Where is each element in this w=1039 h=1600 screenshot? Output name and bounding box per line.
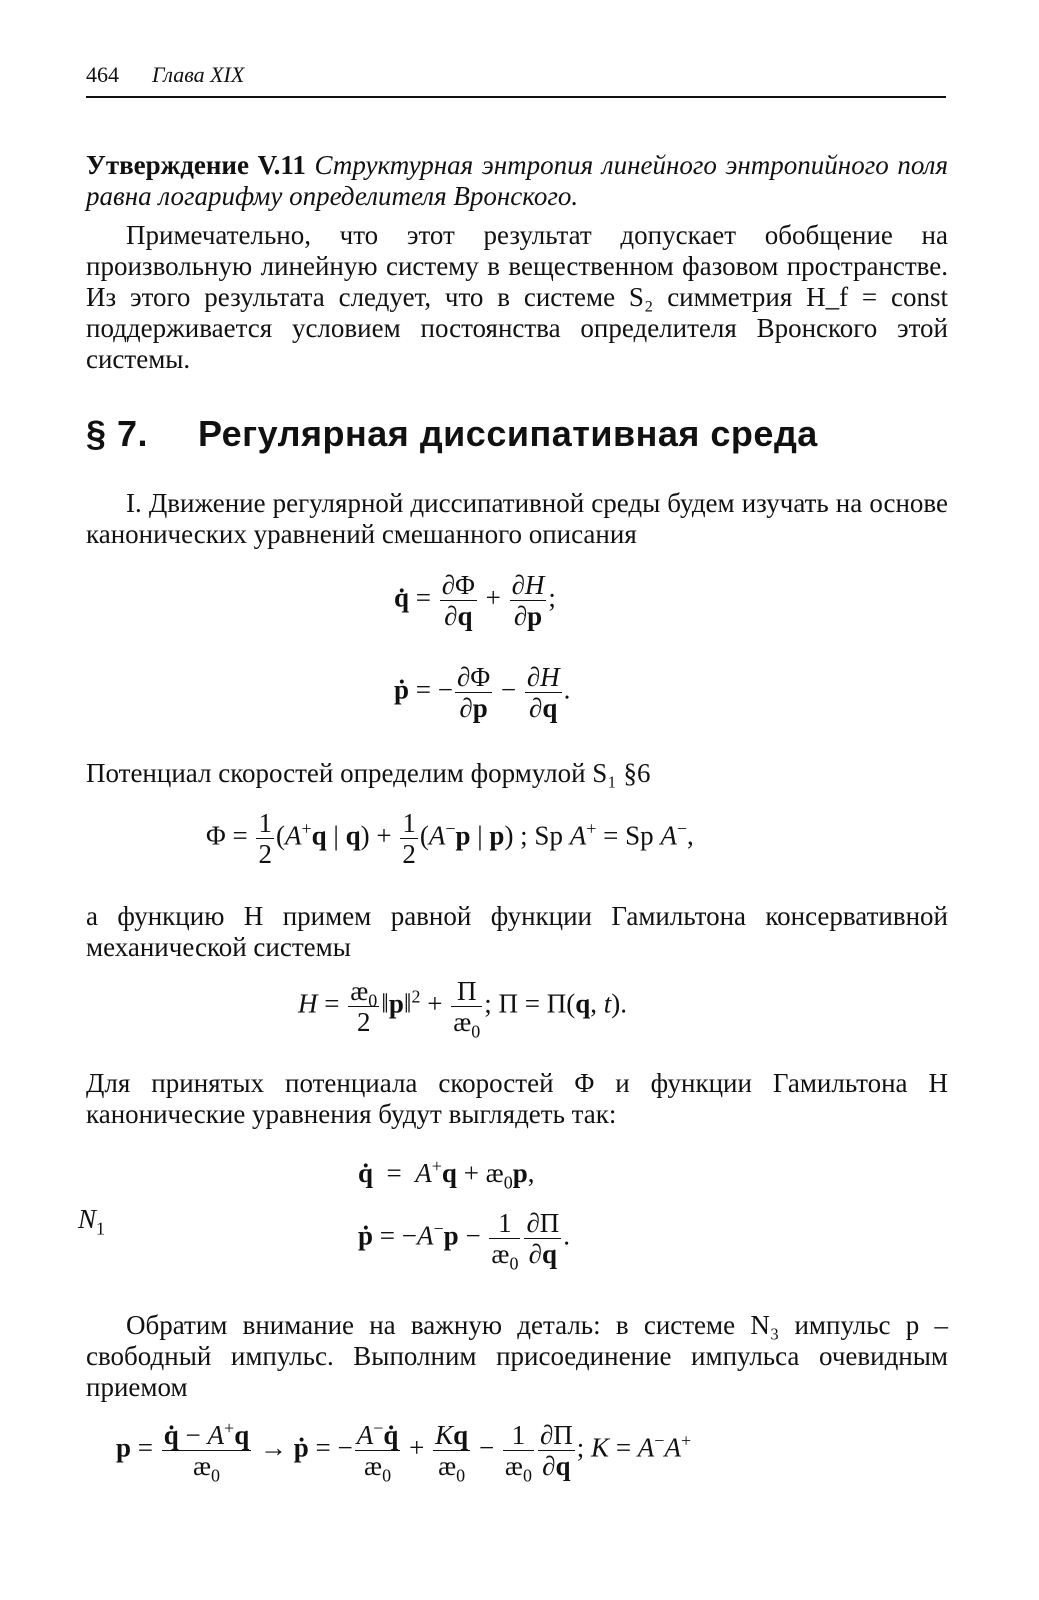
paragraph-canonical: Для принятых потенциала скоростей Φ и функции Гамильтона H канонические уравнения будут выглядеть так: <box>86 1068 948 1129</box>
paragraph-intro-text: Движение регулярной диссипативной среды будем изучать на основе канонических уравнений смешанного описания <box>86 488 948 549</box>
system-label: $N_1$ <box>78 1204 106 1239</box>
equation-H: H = $\frac{æ_0}{2}$ ‖p‖$^2$ + $\frac{\Pi}{æ_0}$ ; Π = Π(q, t). <box>298 976 627 1042</box>
statement-label: Утверждение V.11 <box>86 150 306 180</box>
statement-text: Структурная энтропия линейного энтропийного поля равна логарифму определителя Вронского. <box>86 150 949 211</box>
paragraph-intro <box>86 488 948 550</box>
equation-p-dot: ṗ = − $\frac{\partial\Phi}{\partial p}$ − $\frac{\partial H}{\partial q}$ . <box>394 662 571 723</box>
statement-block <box>86 150 948 212</box>
paragraph-remark: Примечательно, что этот результат допускает обобщение на произвольную линейную систему в вещественном фазовом пространстве. Из этого результата следует, что в системе S₂ симметрия H_f = const поддерживается условием постоянства определителя Вронского этой системы. <box>86 220 948 374</box>
section-number: § 7. <box>86 413 149 454</box>
equation-N1-second: ṗ = −A−p − $\frac{1}{æ_0}$ $\frac{\partial\Pi}{\partial q}$ . <box>358 1208 571 1274</box>
section-heading <box>86 413 818 454</box>
equation-phi: Φ = $\frac{1}{2}$ (A+q | q) + $\frac{1}{2}$ (A−p | p) ; Sp A+ = Sp A−, <box>206 808 694 869</box>
equation-N1-first: q̇ = $A^+q + æ_0p$, <box>358 1156 535 1193</box>
page-header <box>86 58 946 98</box>
paragraph-detail: Обратим внимание на важную деталь: в системе N₃ импульс p – свободный импульс. Выполним присоединение импульса очевидным приемом <box>86 1310 948 1402</box>
chapter-title: Глава XIX <box>152 62 245 87</box>
page-number: 464 <box>86 62 119 87</box>
paragraph-hamiltonian: а функцию H примем равной функции Гамильтона консервативной механической системы <box>86 901 948 962</box>
paragraph-label: I. <box>126 488 142 518</box>
section-title: Регулярная диссипативная среда <box>198 413 818 454</box>
equation-p-join: p = $\frac{q̇ - A^+q}{æ_0}$ → ṗ = − $\frac{A^-q̇}{æ_0}$ + $\frac{Kq}{æ_0}$ − $\frac{1}{æ_0}$ $\frac{\partial\Pi}{\partial q}$ ; K = A−A+ <box>116 1418 692 1486</box>
paragraph-potential: Потенциал скоростей определим формулой S₁ §6 <box>86 758 651 788</box>
equation-q-dot: q̇ = $\frac{\partial\Phi}{\partial q}$ + $\frac{\partial H}{\partial p}$ ; <box>394 570 556 631</box>
